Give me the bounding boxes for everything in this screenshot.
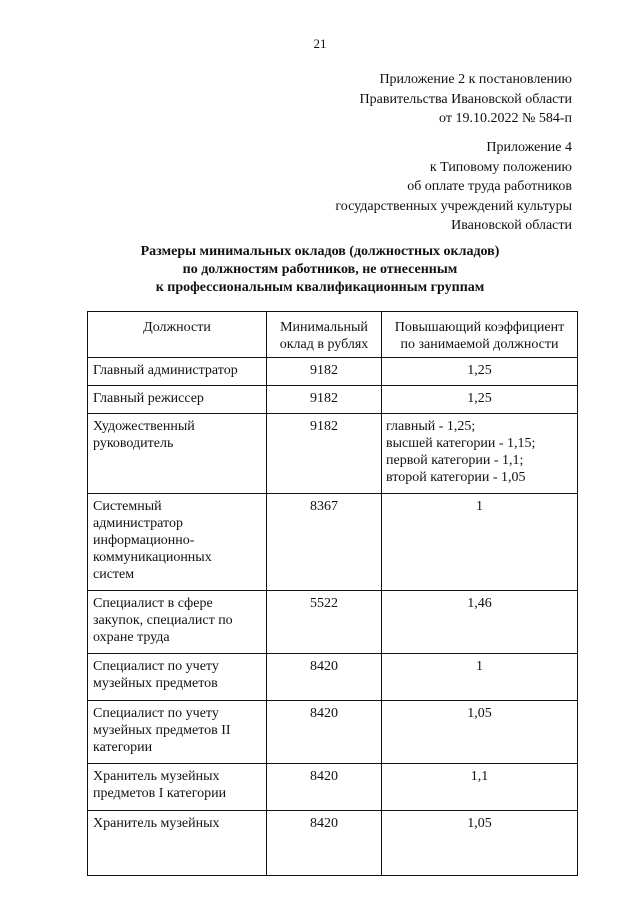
coefficient-cell: 1,46	[382, 591, 578, 654]
table-row	[88, 764, 578, 811]
position-cell: Специалист по учету музейных предметов II категории	[88, 701, 267, 764]
position-cell: Хранитель музейных предметов I категории	[88, 764, 267, 811]
title-line: по должностям работников, не отнесенным	[182, 262, 458, 277]
position-cell: Хранитель музейных	[88, 811, 267, 876]
coefficient-cell: 1,25	[382, 386, 578, 414]
title-line: к профессиональным квалификационным группам	[155, 280, 485, 295]
position-cell: Системный администратор информационно- коммуникационных систем	[88, 494, 267, 591]
appendix-header-line: от 19.10.2022 № 584-п	[439, 111, 572, 126]
position-cell: Главный режиссер	[88, 386, 267, 414]
appendix-header-line: Приложение 2 к постановлению	[379, 72, 572, 87]
salary-cell: 8420	[267, 764, 382, 811]
appendix-header-line: Правительства Ивановской области	[359, 91, 572, 107]
salary-cell: 9182	[267, 386, 382, 414]
table-row	[88, 494, 578, 591]
header-salary: Минимальный оклад в рублях	[267, 312, 382, 358]
table-header-row	[88, 312, 578, 358]
salary-cell: 8367	[267, 494, 382, 591]
coefficient-cell: 1	[382, 654, 578, 701]
table-row	[88, 811, 578, 876]
position-cell: Специалист по учету музейных предметов	[88, 654, 267, 701]
document-title	[0, 243, 640, 297]
coefficient-cell: 1	[382, 494, 578, 591]
page-number: 21	[313, 36, 327, 51]
salary-cell: 8420	[267, 701, 382, 764]
table-row	[88, 701, 578, 764]
salary-cell: 9182	[267, 358, 382, 386]
header-coefficient: Повышающий коэффициент по занимаемой должности	[382, 312, 578, 358]
sub-appendix-line: государственных учреждений культуры	[335, 198, 572, 214]
appendix-header	[360, 70, 572, 129]
sub-appendix-header	[335, 138, 572, 236]
sub-appendix-line: Ивановской области	[451, 218, 572, 233]
coefficient-cell: 1,25	[382, 358, 578, 386]
table-row	[88, 358, 578, 386]
coefficient-cell: 1,05	[382, 701, 578, 764]
table-row	[88, 414, 578, 494]
title-line: Размеры минимальных окладов (должностных окладов)	[140, 244, 500, 259]
table-row	[88, 591, 578, 654]
position-cell: Специалист в сфере закупок, специалист по охране труда	[88, 591, 267, 654]
sub-appendix-line: Приложение 4	[486, 140, 572, 155]
table-row	[88, 654, 578, 701]
salary-cell: 5522	[267, 591, 382, 654]
salary-cell: 8420	[267, 811, 382, 876]
salary-cell: 8420	[267, 654, 382, 701]
coefficient-cell: главный - 1,25; высшей категории - 1,15; первой категории - 1,1; второй категории - 1,05	[382, 414, 578, 494]
salary-table	[87, 311, 578, 876]
sub-appendix-line: к Типовому положению	[429, 159, 572, 175]
table-row	[88, 386, 578, 414]
salary-cell: 9182	[267, 414, 382, 494]
sub-appendix-line: об оплате труда работников	[407, 179, 572, 194]
coefficient-cell: 1,1	[382, 764, 578, 811]
position-cell: Художественный руководитель	[88, 414, 267, 494]
header-position: Должности	[88, 312, 267, 358]
coefficient-cell: 1,05	[382, 811, 578, 876]
position-cell: Главный администратор	[88, 358, 267, 386]
